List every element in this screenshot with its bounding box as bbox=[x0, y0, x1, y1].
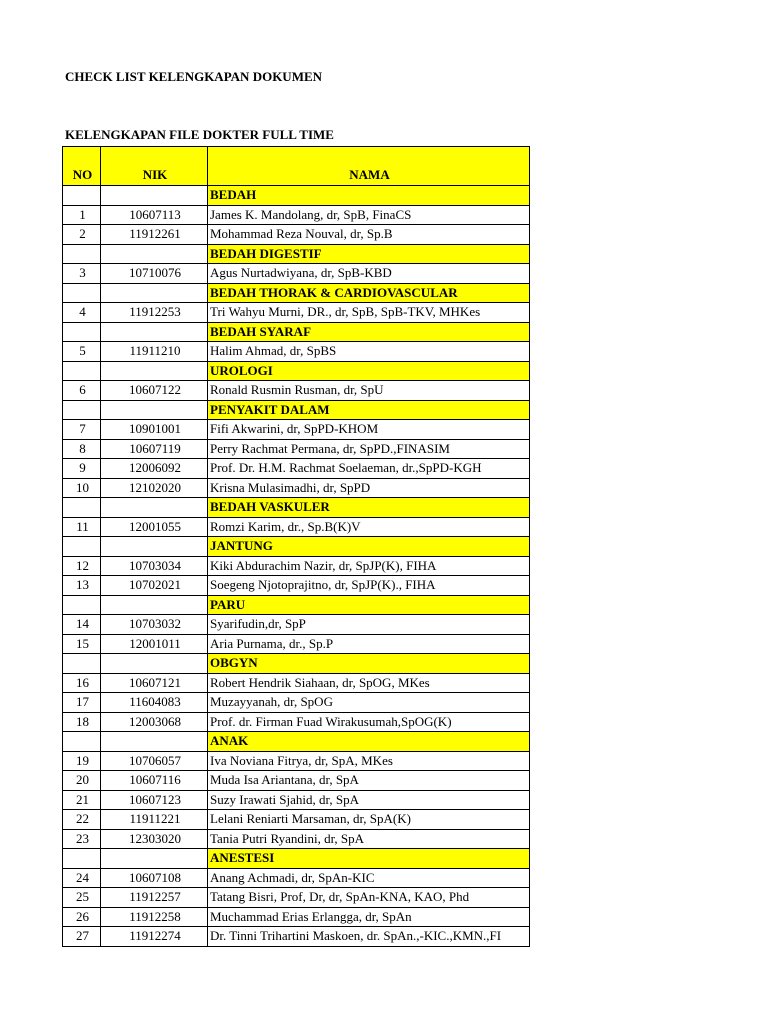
document-subtitle: KELENGKAPAN FILE DOKTER FULL TIME bbox=[65, 127, 334, 142]
section-row bbox=[63, 849, 530, 869]
row-nik: 12303020 bbox=[101, 829, 208, 849]
section-label: BEDAH THORAK & CARDIOVASCULAR bbox=[208, 283, 530, 303]
row-doctor-name: Anang Achmadi, dr, SpAn-KIC bbox=[208, 868, 530, 888]
section-no-cell bbox=[63, 595, 101, 615]
section-nik-cell bbox=[101, 537, 208, 557]
row-nik: 10607116 bbox=[101, 771, 208, 791]
row-doctor-name: Kiki Abdurachim Nazir, dr, SpJP(K), FIHA bbox=[208, 556, 530, 576]
section-row bbox=[63, 654, 530, 674]
row-number: 5 bbox=[63, 342, 101, 362]
row-number: 2 bbox=[63, 225, 101, 245]
row-nik: 10607113 bbox=[101, 205, 208, 225]
table-row bbox=[63, 673, 530, 693]
section-label: BEDAH bbox=[208, 186, 530, 206]
table-row bbox=[63, 517, 530, 537]
section-row bbox=[63, 732, 530, 752]
row-number: 21 bbox=[63, 790, 101, 810]
doctor-checklist-table bbox=[62, 146, 530, 947]
row-nik: 10607123 bbox=[101, 790, 208, 810]
row-doctor-name: Romzi Karim, dr., Sp.B(K)V bbox=[208, 517, 530, 537]
row-nik: 11912257 bbox=[101, 888, 208, 908]
table-row bbox=[63, 927, 530, 947]
row-number: 14 bbox=[63, 615, 101, 635]
row-number: 23 bbox=[63, 829, 101, 849]
row-number: 19 bbox=[63, 751, 101, 771]
row-doctor-name: Prof. dr. Firman Fuad Wirakusumah,SpOG(K) bbox=[208, 712, 530, 732]
row-doctor-name: Halim Ahmad, dr, SpBS bbox=[208, 342, 530, 362]
section-nik-cell bbox=[101, 400, 208, 420]
row-number: 8 bbox=[63, 439, 101, 459]
section-row bbox=[63, 595, 530, 615]
row-doctor-name: Tatang Bisri, Prof, Dr, dr, SpAn-KNA, KAO, Phd bbox=[208, 888, 530, 908]
row-doctor-name: Mohammad Reza Nouval, dr, Sp.B bbox=[208, 225, 530, 245]
row-number: 10 bbox=[63, 478, 101, 498]
table-row bbox=[63, 381, 530, 401]
section-row bbox=[63, 537, 530, 557]
section-nik-cell bbox=[101, 595, 208, 615]
table-body bbox=[63, 186, 530, 947]
table-row bbox=[63, 751, 530, 771]
section-row bbox=[63, 186, 530, 206]
row-number: 18 bbox=[63, 712, 101, 732]
table-row bbox=[63, 790, 530, 810]
section-nik-cell bbox=[101, 732, 208, 752]
section-nik-cell bbox=[101, 283, 208, 303]
table-row bbox=[63, 205, 530, 225]
row-number: 9 bbox=[63, 459, 101, 479]
section-no-cell bbox=[63, 654, 101, 674]
row-number: 25 bbox=[63, 888, 101, 908]
row-doctor-name: Tania Putri Ryandini, dr, SpA bbox=[208, 829, 530, 849]
section-row bbox=[63, 498, 530, 518]
row-number: 26 bbox=[63, 907, 101, 927]
row-nik: 10901001 bbox=[101, 420, 208, 440]
section-no-cell bbox=[63, 322, 101, 342]
table-row bbox=[63, 615, 530, 635]
section-no-cell bbox=[63, 244, 101, 264]
section-row bbox=[63, 283, 530, 303]
section-row bbox=[63, 244, 530, 264]
row-doctor-name: Muzayyanah, dr, SpOG bbox=[208, 693, 530, 713]
row-nik: 11911221 bbox=[101, 810, 208, 830]
section-no-cell bbox=[63, 498, 101, 518]
section-no-cell bbox=[63, 849, 101, 869]
row-doctor-name: Perry Rachmat Permana, dr, SpPD.,FINASIM bbox=[208, 439, 530, 459]
row-nik: 12003068 bbox=[101, 712, 208, 732]
table-row bbox=[63, 576, 530, 596]
row-doctor-name: Syarifudin,dr, SpP bbox=[208, 615, 530, 635]
section-label: OBGYN bbox=[208, 654, 530, 674]
row-doctor-name: Soegeng Njotoprajitno, dr, SpJP(K)., FIHA bbox=[208, 576, 530, 596]
section-row bbox=[63, 322, 530, 342]
table-row bbox=[63, 829, 530, 849]
table-row bbox=[63, 712, 530, 732]
row-doctor-name: Ronald Rusmin Rusman, dr, SpU bbox=[208, 381, 530, 401]
section-row bbox=[63, 361, 530, 381]
row-doctor-name: Muda Isa Ariantana, dr, SpA bbox=[208, 771, 530, 791]
row-doctor-name: Agus Nurtadwiyana, dr, SpB-KBD bbox=[208, 264, 530, 284]
row-doctor-name: Krisna Mulasimadhi, dr, SpPD bbox=[208, 478, 530, 498]
section-label: ANAK bbox=[208, 732, 530, 752]
header-nik: NIK bbox=[101, 147, 208, 186]
section-label: UROLOGI bbox=[208, 361, 530, 381]
row-number: 27 bbox=[63, 927, 101, 947]
row-number: 24 bbox=[63, 868, 101, 888]
row-nik: 12001011 bbox=[101, 634, 208, 654]
row-nik: 10703032 bbox=[101, 615, 208, 635]
table-row bbox=[63, 868, 530, 888]
table-header-row bbox=[63, 147, 530, 186]
row-doctor-name: Aria Purnama, dr., Sp.P bbox=[208, 634, 530, 654]
table-row bbox=[63, 478, 530, 498]
row-doctor-name: Fifi Akwarini, dr, SpPD-KHOM bbox=[208, 420, 530, 440]
section-nik-cell bbox=[101, 498, 208, 518]
section-nik-cell bbox=[101, 361, 208, 381]
row-nik: 10702021 bbox=[101, 576, 208, 596]
row-doctor-name: Lelani Reniarti Marsaman, dr, SpA(K) bbox=[208, 810, 530, 830]
row-nik: 11912253 bbox=[101, 303, 208, 323]
row-nik: 10703034 bbox=[101, 556, 208, 576]
table-row bbox=[63, 907, 530, 927]
header-nama: NAMA bbox=[208, 147, 530, 186]
row-number: 12 bbox=[63, 556, 101, 576]
row-number: 4 bbox=[63, 303, 101, 323]
table-row bbox=[63, 264, 530, 284]
row-nik: 11912274 bbox=[101, 927, 208, 947]
table-row bbox=[63, 771, 530, 791]
table-row bbox=[63, 693, 530, 713]
row-number: 15 bbox=[63, 634, 101, 654]
section-label: BEDAH VASKULER bbox=[208, 498, 530, 518]
row-doctor-name: James K. Mandolang, dr, SpB, FinaCS bbox=[208, 205, 530, 225]
row-nik: 10607108 bbox=[101, 868, 208, 888]
header-no: NO bbox=[63, 147, 101, 186]
row-nik: 11912258 bbox=[101, 907, 208, 927]
row-number: 11 bbox=[63, 517, 101, 537]
row-nik: 11912261 bbox=[101, 225, 208, 245]
section-label: ANESTESI bbox=[208, 849, 530, 869]
section-nik-cell bbox=[101, 186, 208, 206]
row-number: 20 bbox=[63, 771, 101, 791]
row-nik: 12001055 bbox=[101, 517, 208, 537]
row-number: 17 bbox=[63, 693, 101, 713]
section-no-cell bbox=[63, 537, 101, 557]
table-row bbox=[63, 634, 530, 654]
section-label: BEDAH SYARAF bbox=[208, 322, 530, 342]
table-row bbox=[63, 810, 530, 830]
row-number: 22 bbox=[63, 810, 101, 830]
row-doctor-name: Tri Wahyu Murni, DR., dr, SpB, SpB-TKV, MHKes bbox=[208, 303, 530, 323]
row-nik: 11911210 bbox=[101, 342, 208, 362]
table-row bbox=[63, 303, 530, 323]
table-row bbox=[63, 888, 530, 908]
section-no-cell bbox=[63, 732, 101, 752]
row-nik: 12006092 bbox=[101, 459, 208, 479]
table-row bbox=[63, 225, 530, 245]
table-row bbox=[63, 342, 530, 362]
row-nik: 10706057 bbox=[101, 751, 208, 771]
section-label: BEDAH DIGESTIF bbox=[208, 244, 530, 264]
row-doctor-name: Suzy Irawati Sjahid, dr, SpA bbox=[208, 790, 530, 810]
section-label: JANTUNG bbox=[208, 537, 530, 557]
row-number: 3 bbox=[63, 264, 101, 284]
section-nik-cell bbox=[101, 244, 208, 264]
section-nik-cell bbox=[101, 654, 208, 674]
row-number: 7 bbox=[63, 420, 101, 440]
row-nik: 10607119 bbox=[101, 439, 208, 459]
row-doctor-name: Muchammad Erias Erlangga, dr, SpAn bbox=[208, 907, 530, 927]
row-nik: 10710076 bbox=[101, 264, 208, 284]
row-doctor-name: Dr. Tinni Trihartini Maskoen, dr. SpAn.,-KIC.,KMN.,FI bbox=[208, 927, 530, 947]
row-nik: 10607122 bbox=[101, 381, 208, 401]
row-number: 1 bbox=[63, 205, 101, 225]
document-title: CHECK LIST KELENGKAPAN DOKUMEN bbox=[65, 69, 323, 84]
section-no-cell bbox=[63, 283, 101, 303]
section-label: PENYAKIT DALAM bbox=[208, 400, 530, 420]
row-nik: 10607121 bbox=[101, 673, 208, 693]
section-label: PARU bbox=[208, 595, 530, 615]
row-doctor-name: Iva Noviana Fitrya, dr, SpA, MKes bbox=[208, 751, 530, 771]
row-number: 6 bbox=[63, 381, 101, 401]
row-doctor-name: Prof. Dr. H.M. Rachmat Soelaeman, dr.,SpPD-KGH bbox=[208, 459, 530, 479]
table-row bbox=[63, 459, 530, 479]
section-nik-cell bbox=[101, 322, 208, 342]
row-nik: 11604083 bbox=[101, 693, 208, 713]
section-nik-cell bbox=[101, 849, 208, 869]
section-row bbox=[63, 400, 530, 420]
table-row bbox=[63, 439, 530, 459]
row-number: 16 bbox=[63, 673, 101, 693]
section-no-cell bbox=[63, 186, 101, 206]
table-row bbox=[63, 420, 530, 440]
row-nik: 12102020 bbox=[101, 478, 208, 498]
section-no-cell bbox=[63, 400, 101, 420]
row-doctor-name: Robert Hendrik Siahaan, dr, SpOG, MKes bbox=[208, 673, 530, 693]
section-no-cell bbox=[63, 361, 101, 381]
row-number: 13 bbox=[63, 576, 101, 596]
table-row bbox=[63, 556, 530, 576]
